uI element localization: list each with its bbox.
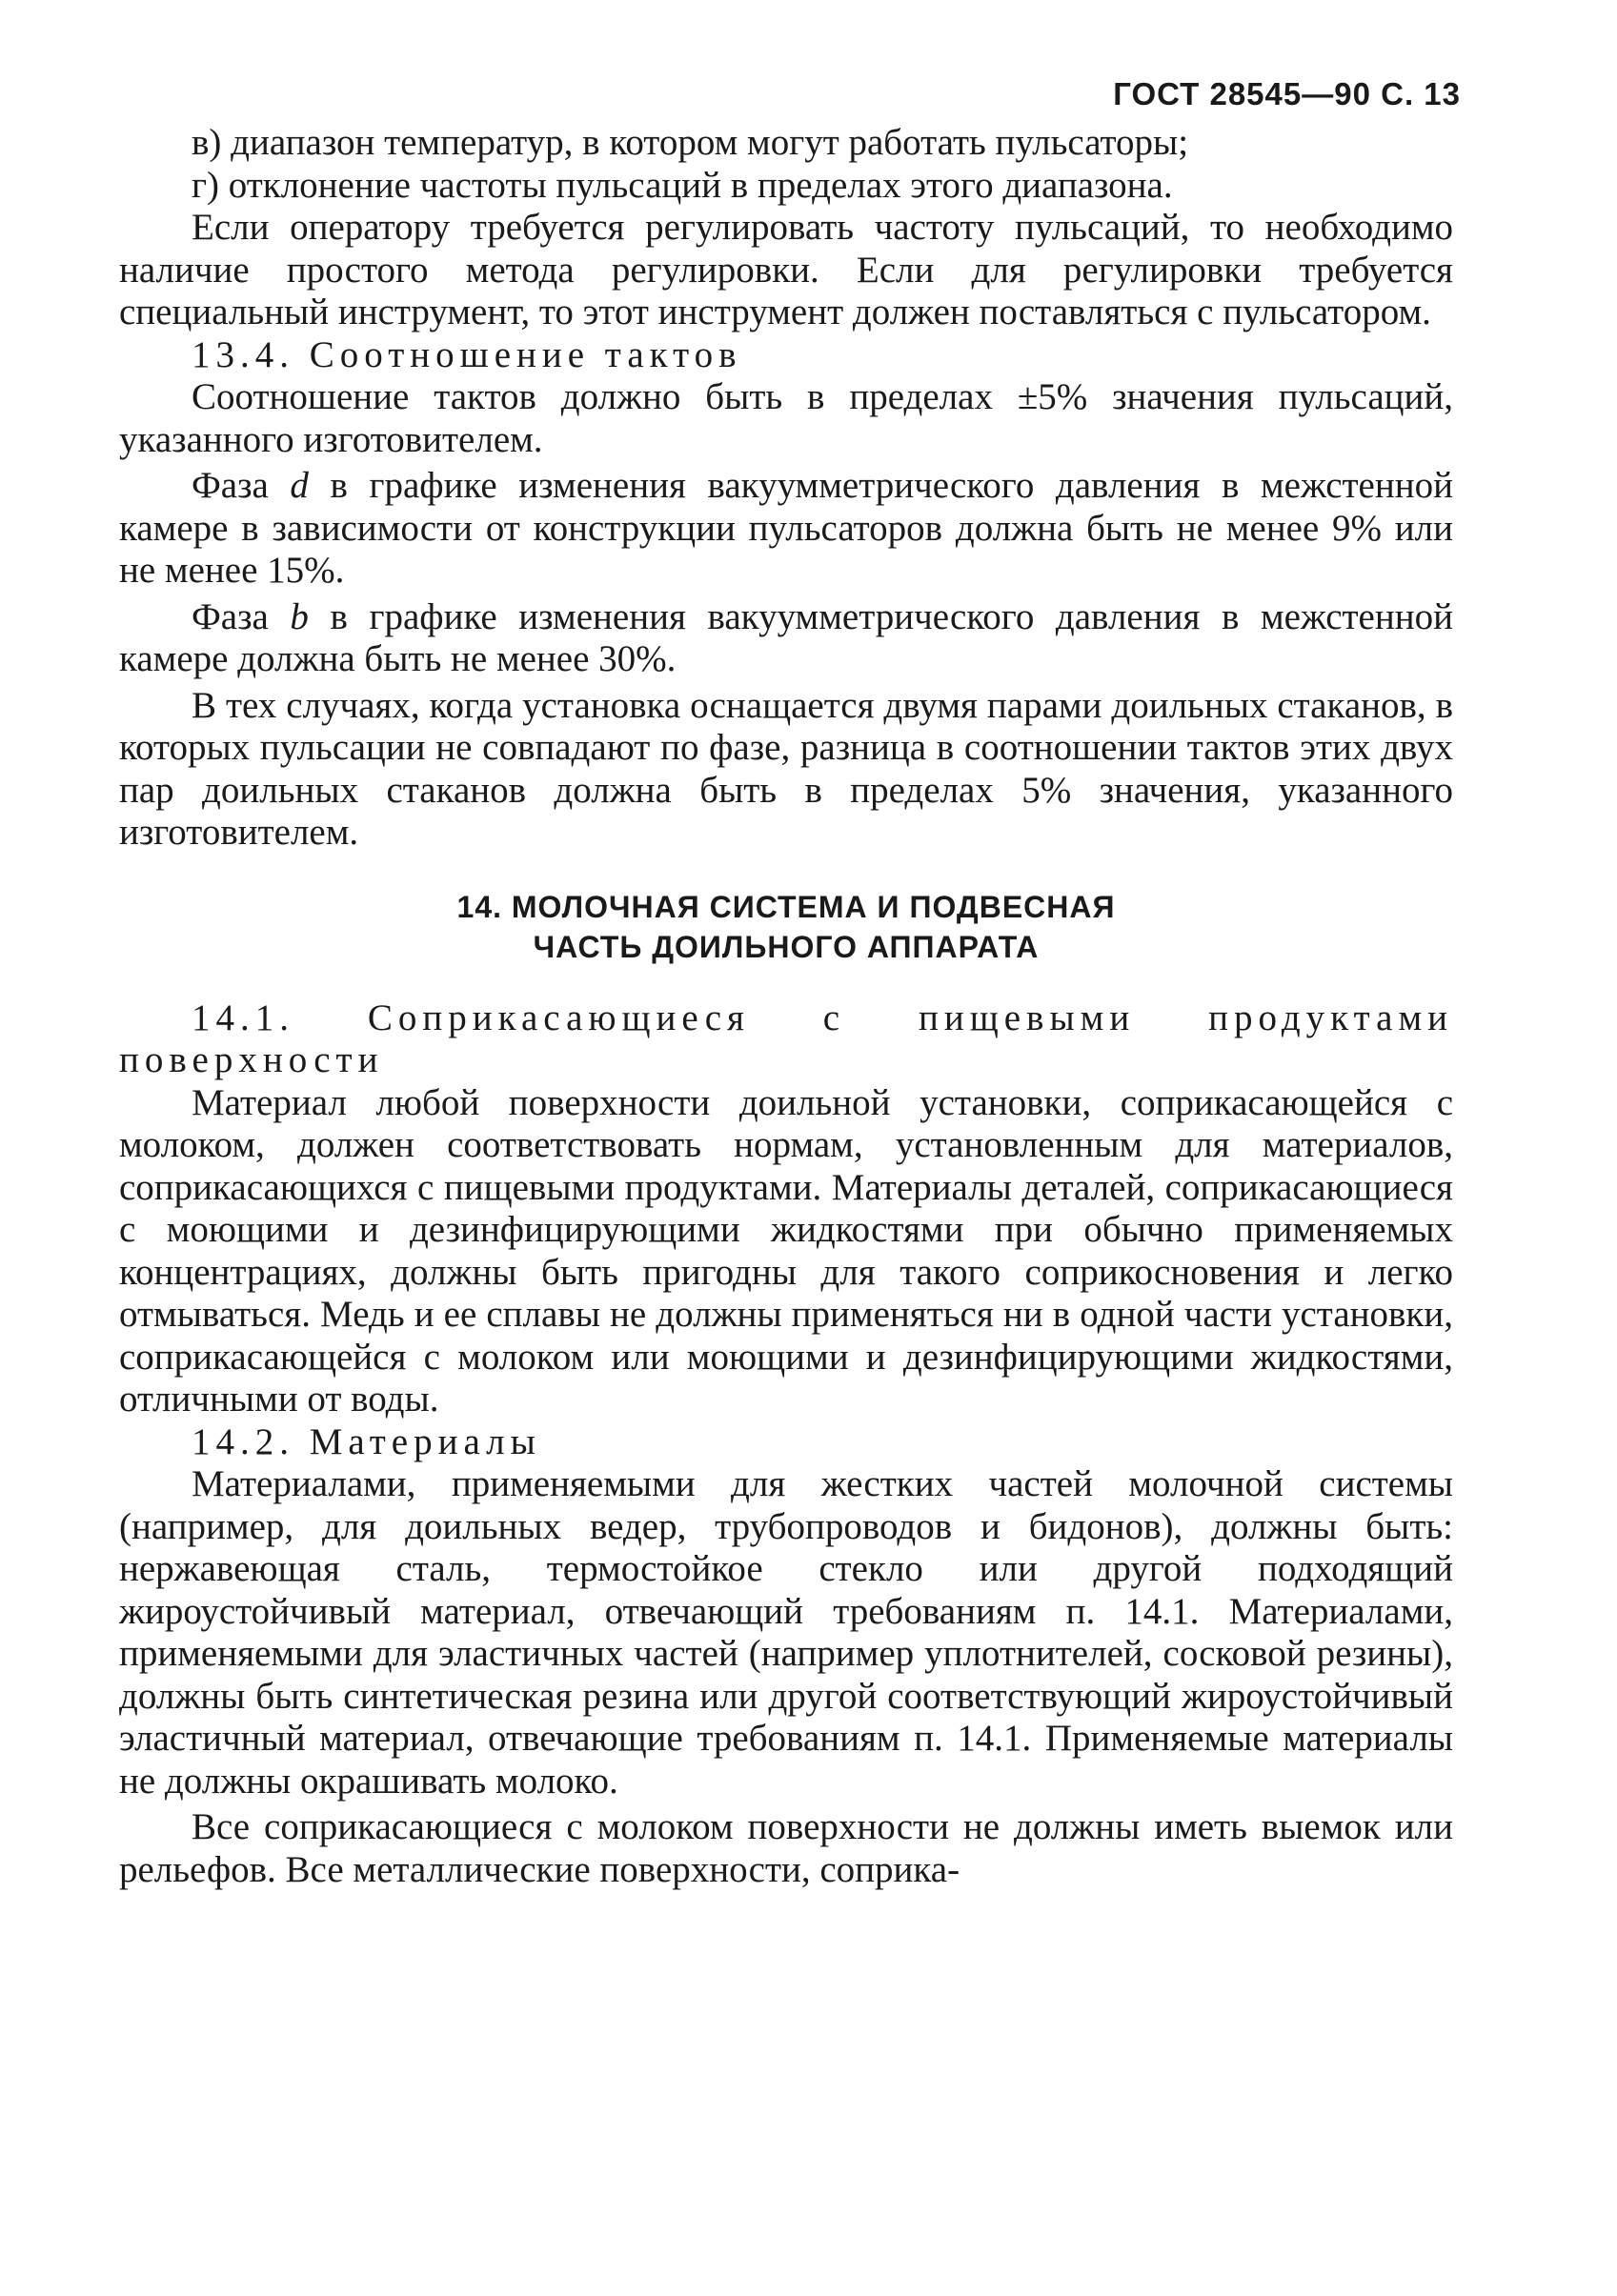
clause-14-2-paragraph-1: Материалами, применяемыми для жестких частей молочной системы (например, для доильных ведер, трубопроводов и бидонов), должны быть: нержавеющая сталь, термостойкое стекло или другой подходящий жироустойчивый материал, отвечающий требованиям п. 14.1. Материалами, применяемыми для эластичных частей (например уплотнителей, сосковой резины), должны быть синтетическая резина или другой соответствующий жироустойчивый эластичный материал, отвечающие требованиям п. 14.1. Применяемые материалы не должны окрашивать молоко.	[119, 1463, 1453, 1802]
clause-14-1-heading: 14.1. Соприкасающиеся с пищевыми продуктами поверхности	[119, 997, 1453, 1080]
paragraph-item-v: в) диапазон температур, в котором могут работать пульсаторы;	[192, 122, 1189, 163]
phase-label: Фаза	[192, 465, 291, 506]
phase-b-text: в графике изменения вакуумметрического давления в межстенной камере должна быть не менее 30%.	[119, 595, 1453, 679]
paragraph-regulation: Если оператору требуется регулировать частоту пульсаций, то необходимо наличие простого метода регулировки. Если для регулировки требуется специальный инструмент, то этот инструмент должен поставляться с пульсатором.	[119, 207, 1453, 332]
phase-d-text: в графике изменения вакуумметрического давления в межстенной камере в зависимости от конструкции пульсаторов должна быть не менее 9% или не менее 15%.	[119, 465, 1453, 591]
phase-variable-b: b	[290, 595, 309, 637]
clause-13-4-heading: 13.4. Соотношение тактов	[192, 333, 742, 375]
paragraph-item-g: г) отклонение частоты пульсаций в пределах этого диапазона.	[192, 164, 1173, 206]
page-header: ГОСТ 28545—90 С. 13	[1113, 76, 1461, 111]
clause-13-4-paragraph-2	[119, 465, 1453, 593]
clause-14-2-paragraph-2: Все соприкасающиеся с молоком поверхности не должны иметь выемок или рельефов. Все металлические поверхности, соприка-	[119, 1806, 1453, 1890]
section-14-title-line-1: 14. МОЛОЧНАЯ СИСТЕМА И ПОДВЕСНАЯ	[456, 889, 1116, 924]
document-page	[119, 67, 1461, 1891]
clause-13-4-paragraph-4: В тех случаях, когда установка оснащается двумя парами доильных стаканов, в которых пульсации не совпадают по фазе, разница в соотношении тактов этих двух пар доильных стаканов должна быть в пределах 5% значения, указанного изготовителем.	[119, 684, 1453, 853]
clause-14-2-heading: 14.2. Материалы	[192, 1420, 541, 1462]
phase-variable-d: d	[290, 465, 309, 506]
clause-13-4-paragraph-1: Соотношение тактов должно быть в пределах ±5% значения пульсаций, указанного изготовителем.	[119, 376, 1453, 460]
section-14-title	[119, 887, 1453, 967]
clause-14-1-paragraph: Материал любой поверхности доильной установки, соприкасающейся с молоком, должен соответствовать нормам, установленным для материалов, соприкасающихся с пищевыми продуктами. Материалы деталей, соприкасающиеся с моющими и дезинфицирующими жидкостями при обычно применяемых концентрациях, должны быть пригодны для такого соприкосновения и легко отмываться. Медь и ее сплавы не должны применяться ни в одной части установки, соприкасающейся с молоком или моющими и дезинфицирующими жидкостями, отличными от воды.	[119, 1081, 1453, 1420]
clause-13-4-paragraph-3	[119, 596, 1453, 681]
section-14-title-line-2: ЧАСТЬ ДОИЛЬНОГО АППАРАТА	[533, 929, 1040, 964]
phase-label: Фаза	[192, 595, 291, 637]
